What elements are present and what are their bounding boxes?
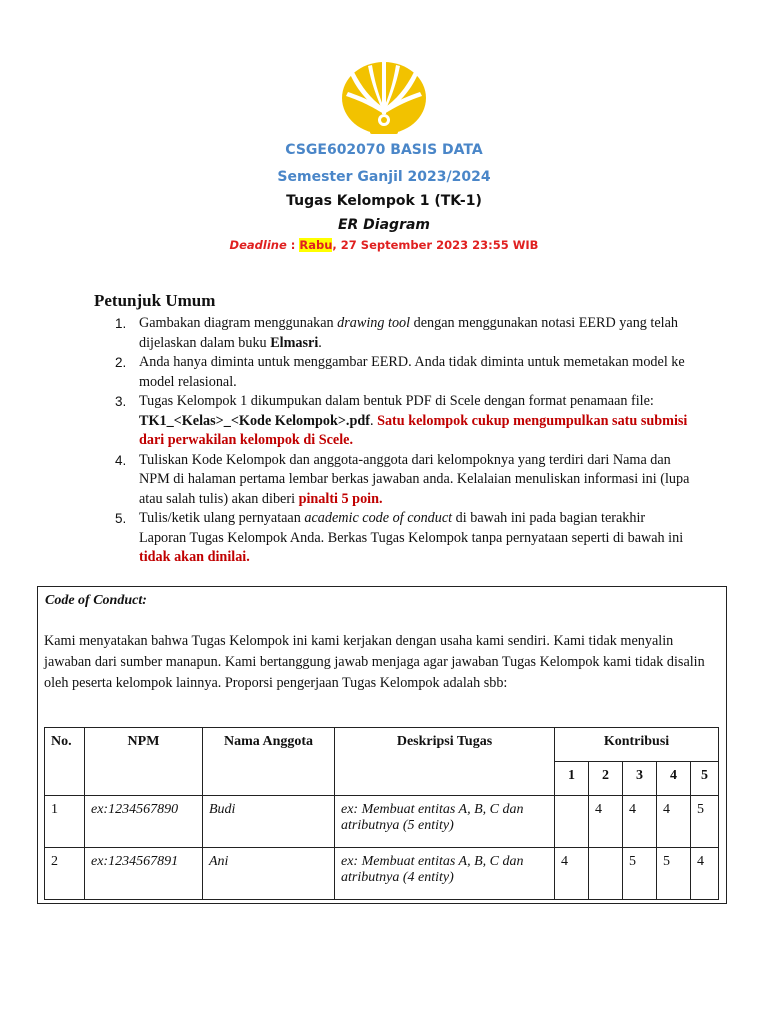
- cell-k4: 5: [657, 848, 691, 900]
- header-k1: 1: [555, 762, 589, 796]
- item-text: dengan menggunakan notasi EERD yang telah dijelaskan dalam buku: [139, 315, 679, 351]
- cell-nama: Budi: [203, 796, 335, 848]
- item-warning: Satu kelompok cukup mengumpulkan satu submisi dari perwakilan kelompok di Scele.: [139, 412, 688, 448]
- cell-no: 1: [45, 796, 85, 848]
- item-number: 3.: [115, 394, 127, 409]
- table-header-row: [45, 728, 719, 762]
- conduct-title: Code of Conduct:: [45, 593, 147, 608]
- item-bold: Elmasri: [270, 334, 319, 351]
- item-number: 2.: [115, 355, 127, 370]
- item-text: Tuliskan Kode Kelompok dan anggota-anggota dari kelompoknya yang terdiri dari Nama dan NPM di halaman pertama lembar berkas jawaban anda. Kelalaian menuliskan informasi ini (lupa atau salah tulis) akan diberi: [139, 451, 690, 507]
- cell-k4: 4: [657, 796, 691, 848]
- cell-k5: 4: [691, 848, 719, 900]
- item-text: .: [318, 334, 322, 351]
- item-text: Tugas Kelompok 1 dikumpukan dalam bentuk PDF di Scele dengan format penamaan file:: [139, 393, 654, 409]
- cell-k1: [555, 796, 589, 848]
- header-kontribusi: Kontribusi: [555, 728, 719, 762]
- item-text: .: [369, 412, 378, 429]
- item-text: Anda hanya diminta untuk menggambar EERD. Anda tidak diminta untuk memetakan model ke model relasional.: [139, 354, 685, 390]
- instruction-item: [94, 314, 694, 353]
- assignment-title: Tugas Kelompok 1 (TK-1): [286, 193, 482, 209]
- item-text: Gambakan diagram menggunakan: [139, 315, 338, 331]
- cell-k3: 5: [623, 848, 657, 900]
- deadline-sep: :: [286, 238, 300, 252]
- instructions-list: [94, 314, 694, 568]
- cell-deskripsi: ex: Membuat entitas A, B, C dan atributnya (5 entity): [335, 796, 555, 848]
- cell-k2: 4: [589, 796, 623, 848]
- cell-k2: [589, 848, 623, 900]
- cell-deskripsi: ex: Membuat entitas A, B, C dan atributnya (4 entity): [335, 848, 555, 900]
- cell-k3: 4: [623, 796, 657, 848]
- item-text: Tulis/ketik ulang pernyataan: [139, 510, 305, 526]
- deadline-day: Rabu: [299, 238, 333, 252]
- cell-npm: ex:1234567891: [85, 848, 203, 900]
- header-deskripsi: Deskripsi Tugas: [335, 728, 555, 796]
- item-number: 4.: [115, 452, 127, 468]
- deadline-label: Deadline: [229, 238, 287, 252]
- cell-nama: Ani: [203, 848, 335, 900]
- instruction-item: [94, 451, 694, 510]
- item-number: 1.: [115, 316, 127, 331]
- instruction-item: [94, 509, 694, 568]
- header-k4: 4: [657, 762, 691, 796]
- item-bold: TK1_<Kelas>_<Kode Kelompok>.pdf: [139, 412, 370, 429]
- item-emphasis: academic code of conduct: [304, 510, 453, 526]
- deadline-line: [0, 238, 768, 252]
- table-row: [45, 796, 719, 848]
- header-nama: Nama Anggota: [203, 728, 335, 796]
- item-number: 5.: [115, 511, 127, 526]
- header-no: No.: [45, 728, 85, 796]
- cell-k5: 5: [691, 796, 719, 848]
- header-k2: 2: [589, 762, 623, 796]
- contribution-table: [44, 727, 719, 900]
- deadline-date: , 27 September 2023 23:55 WIB: [332, 238, 539, 252]
- semester-title: Semester Ganjil 2023/2024: [277, 169, 491, 185]
- item-warning: pinalti 5 poin.: [298, 490, 383, 507]
- topic-title: ER Diagram: [337, 217, 431, 233]
- course-title: CSGE602070 BASIS DATA: [285, 142, 483, 158]
- instruction-item: [94, 392, 694, 451]
- item-emphasis: drawing tool: [337, 315, 411, 331]
- instructions-title: Petunjuk Umum: [94, 291, 216, 310]
- item-text: di bawah ini pada bagian terakhir Laporan Tugas Kelompok Anda. Berkas Tugas Kelompok tanpa pernyataan seperti di bawah ini: [139, 510, 684, 546]
- header-k5: 5: [691, 762, 719, 796]
- cell-no: 2: [45, 848, 85, 900]
- item-warning: tidak akan dinilai.: [139, 549, 250, 565]
- table-row: [45, 848, 719, 900]
- header-npm: NPM: [85, 728, 203, 796]
- code-of-conduct-box: [37, 586, 727, 904]
- university-logo: [340, 44, 428, 136]
- cell-k1: 4: [555, 848, 589, 900]
- header-k3: 3: [623, 762, 657, 796]
- instruction-item: [94, 353, 694, 392]
- conduct-text: Kami menyatakan bahwa Tugas Kelompok ini kami kerjakan dengan usaha kami sendiri. Kami tidak menyalin jawaban dari sumber manapun. Kami bertanggung jawab menjaga agar jawaban Tugas Kelompok kami tidak disalin oleh peserta kelompok lainnya. Proporsi pengerjaan Tugas Kelompok adalah sbb:: [44, 633, 705, 691]
- cell-npm: ex:1234567890: [85, 796, 203, 848]
